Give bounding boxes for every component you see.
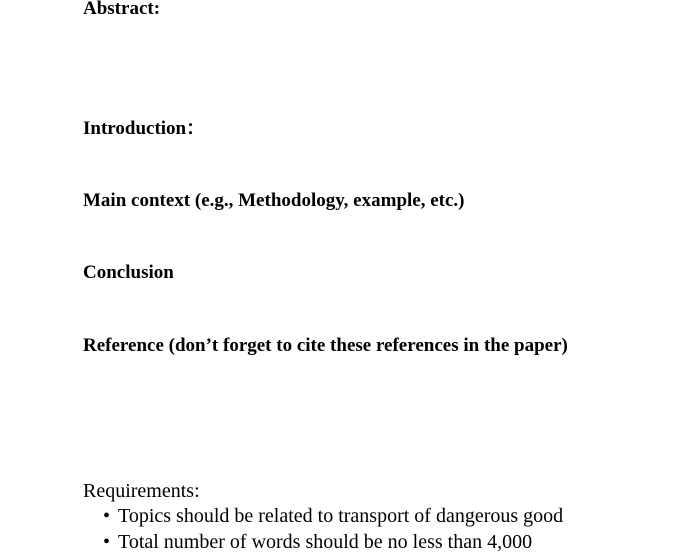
introduction-heading: Introduction：	[83, 118, 206, 139]
bullet-icon: •	[103, 531, 111, 553]
abstract-heading: Abstract:	[83, 0, 161, 19]
requirements-title: Requirements:	[83, 480, 200, 502]
list-item	[103, 529, 563, 555]
requirement-text: Total number of words should be no less than 4,000	[118, 531, 533, 553]
list-item	[103, 503, 563, 529]
conclusion-heading: Conclusion	[83, 262, 174, 283]
main-context-heading: Main context (e.g., Methodology, example, etc.)	[83, 190, 465, 211]
reference-heading: Reference (don’t forget to cite these references in the paper)	[83, 335, 568, 356]
requirements-list	[83, 503, 563, 555]
requirement-text: Topics should be related to transport of dangerous good	[118, 505, 564, 527]
bullet-icon: •	[103, 505, 111, 527]
requirements-section	[83, 479, 563, 555]
